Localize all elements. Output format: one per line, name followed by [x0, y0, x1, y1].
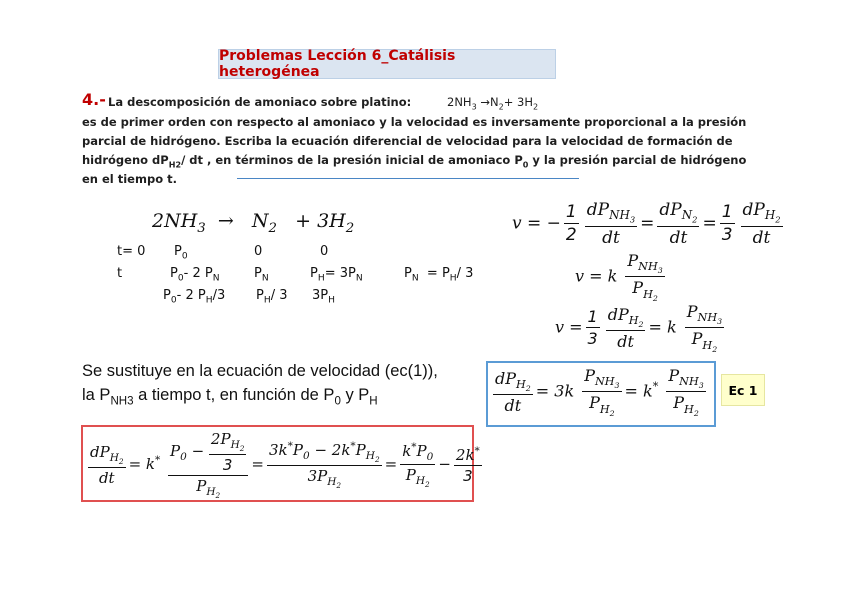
page-title: Problemas Lección 6_Catálisis heterogénea: [219, 48, 456, 80]
rate-equation-3: v = $\frac{1}{3}$ $\frac{dP_{H_2}}{dt}$ = k $\frac{P_{NH_3}}{P_{H_2}}$: [555, 302, 723, 354]
substitution-line-1: Se sustituye en la ecuación de velocidad (ec(1)),: [82, 362, 438, 380]
row-t-n2: $P_N$: [254, 266, 269, 284]
substitution-line-2: la $P_{NH3}$ a tiempo t, en función de $P_0$ y $P_H$: [82, 386, 378, 408]
row-t-relation: $P_N = P_H/$ 3: [404, 266, 474, 284]
statement-line-3: parcial de hidrógeno. Escriba la ecuación diferencial de velocidad para la velocidad de formación de: [82, 134, 733, 148]
row-t-nh3: $P_0-$ 2 $P_N$: [170, 266, 220, 284]
title-box: [218, 49, 556, 79]
row-t2-n2: $P_H/$ 3: [256, 288, 288, 306]
ec1-label: Ec 1: [721, 374, 765, 406]
final-equation: $\frac{dP_{H_2}}{dt}$ = k* $P_0$ − $\frac{2P_{H_2}}{3}$ $P_{H_2}$ = $\frac{3k^*P_0 - 2k^*P_{H_2}}{3P_{H_2}}$ = $\frac{k^*P_0}{P_{H_2}}$ − $\frac{2k^*}{3}$: [90, 430, 480, 501]
row-t-label: t: [117, 266, 123, 281]
divider-line: [237, 178, 579, 179]
ec1-equation: $\frac{dP_{H_2}}{dt}$ = 3k $\frac{P_{NH_3}}{P_{H_2}}$ = k* $\frac{P_{NH_3}}{P_{H_2}}$: [495, 366, 704, 418]
statement-line-4: hidrógeno $dP_{H2}/$ dt , en términos de la presión inicial de amoniaco $P_0$ y la presión parcial de hidrógeno: [82, 153, 747, 170]
stoich-reaction: $2NH_3 \to N_2 + 3H_2$: [152, 210, 355, 236]
row-t0-label: t= 0: [117, 244, 146, 259]
statement-line-1: La descomposición de amoniaco sobre platino:: [108, 95, 412, 109]
row-t0-h2: 0: [320, 244, 329, 259]
row-t0-n2: 0: [254, 244, 263, 259]
row-t-h2: $P_H= 3P_N$: [310, 266, 363, 284]
row-t0-p0: $P_0$: [174, 244, 188, 262]
rate-equation-1: v = − $\frac{1}{2}$ $\frac{dP_{NH_3}}{dt}$ = $\frac{dP_{N_2}}{dt}$ = $\frac{1}{3}$ $\frac{dP_{H_2}}{dt}$: [512, 200, 781, 248]
row-t2-h2: $3P_H$: [312, 288, 335, 306]
statement-line-5: en el tiempo t.: [82, 172, 177, 186]
reaction-label: $2NH_3 \to N_2+ 3H_2$: [447, 95, 539, 112]
row-t2-nh3: $P_0-$ 2 $P_H/3$: [163, 288, 226, 306]
statement-line-2: es de primer orden con respecto al amoniaco y la velocidad es inversamente proporcional a la presión: [82, 115, 747, 129]
rate-equation-2: v = k $\frac{P_{NH_3}}{P_{H_2}}$: [575, 251, 663, 303]
problem-number: 4.-: [82, 90, 106, 109]
